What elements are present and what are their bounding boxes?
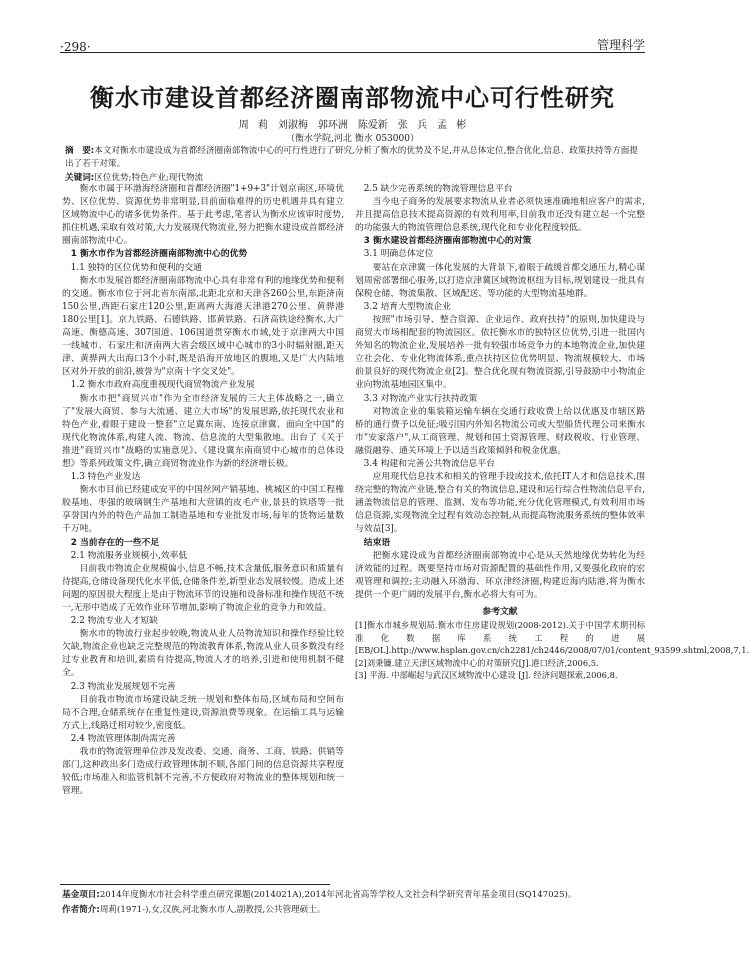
author-bio-text: 周莉(1971-),女,汉族,河北衡水市人,副教授,公共管理硕士。 bbox=[99, 905, 326, 915]
subsection-heading: 2.5 缺少完善系统的物流管理信息平台 bbox=[363, 184, 513, 194]
keywords bbox=[65, 171, 645, 183]
keywords-text: 区位优势;特色产业;现代物流 bbox=[94, 173, 204, 183]
paragraph: 当今电子商务的发展要求物流从业者必须快速准确地相应客户的需求,并且提高信息技术提高资源的有效利用率,目前我市还没有建立起一个完整的功能强大的物流管理信息系统,现代化和专业化程度较低。 bbox=[355, 197, 645, 234]
paragraph: 应用现代信息技术和相关的管理手段或技术,依托IT人才和信息技术,围绕完整的物流产业链,整合有关的物流信息,建设和运行综合性物流信息平台,涵盖物流信息的管理、监测、发布等功能,充分优化管理模式,有效利用市场信息资源,实现物流全过程有效动态控制,从而提高物流服务系统的整体效率与效益[3]。 bbox=[355, 472, 645, 535]
abstract-text: 本文对衡水市建设成为首都经济圈南部物流中心的可行性进行了研究,分析了衡水的优势及不足,并从总体定位,整合优化,信息、政策扶持等方面提出了若干对策。 bbox=[65, 146, 638, 169]
footnote-rule bbox=[60, 884, 330, 885]
subsection-heading: 2.1 物流服务业规模小,效率低 bbox=[70, 550, 188, 561]
paragraph: 按照"市场引导、整合资源、企业运作、政府扶持"的原则,加快建设与商贸大市场相配套的物流园区。依托衡水市的独特区位优势,引进一批国内外知名的物流企业,发展培养一批有较强市场竞争力的本地物流企业,加快建立社会化、专业化物流体系,重点扶持区位优势明显、物流规模较大、市场前景良好的现代物流企业[2]。整合优化现有物流资源,引导鼓励中小物流企业向物流基地园区集中。 bbox=[355, 314, 645, 391]
page-header bbox=[60, 28, 645, 58]
references-title: 参考文献 bbox=[482, 607, 518, 617]
section-heading: 结束语 bbox=[363, 537, 391, 548]
keywords-label: 关键词: bbox=[65, 173, 95, 183]
paragraph: 衡水市把"商贸兴市"作为全市经济发展的三大主体战略之一,确立了"发展大商贸、参与大流通、建立大市场"的发展思路,依托现代农业和特色产业,着眼于建设一整套"立足冀东南、连接京津冀、面向全中国"的现代化物流体系,构建人流、物流、信息流的大型集散地。出台了《关于推进"商贸兴市"战略的实施意见》、《建设冀东南商贸中心城市的总体设想》等系列政策文件,确立商贸物流业作为新的经济增长极。 bbox=[62, 393, 344, 469]
author-bio-label: 作者简介: bbox=[62, 905, 100, 915]
author-footnote bbox=[62, 903, 645, 915]
abstract-label: 摘 要: bbox=[65, 146, 95, 156]
author-list: 周 莉 刘淑梅 郭环洲 陈爱新 张 兵 孟 彬 bbox=[238, 120, 467, 131]
subsection-heading: 2.4 物流管理体制尚需完善 bbox=[70, 733, 176, 744]
subsection-heading: 3.1 明确总体定位 bbox=[363, 249, 434, 260]
subsection-heading: 1.3 特色产业发达 bbox=[70, 472, 141, 483]
fund-footnote bbox=[62, 888, 645, 900]
section-heading: 1 衡水市作为首都经济圈南部物流中心的优势 bbox=[70, 249, 248, 260]
paragraph: 要站在京津冀一体化发展的大背景下,着眼于疏缓首都交通压力,精心谋划周密部署细心服务,以打造京津冀区域物流枢纽为目标,规划建设一批具有保税仓储、物流集散、区域配送、等功能的大型物流基地群。 bbox=[355, 262, 645, 299]
abstract bbox=[65, 145, 645, 171]
subsection-heading: 1.2 衡水市政府高度重视现代商贸物流产业发展 bbox=[70, 380, 255, 391]
reference-item: [3] 平海. 中部崛起与武汉区域物流中心建设 [J]. 经济问题探索,2006,8. bbox=[355, 670, 618, 681]
fund-label: 基金项目: bbox=[62, 890, 100, 900]
affiliation: （衡水学院,河北 衡水 053000） bbox=[286, 134, 419, 144]
paragraph: 把衡水建设成为首都经济圈南部物流中心是从天然地缘优势转化为经济效能的过程。既要坚持市场对资源配置的基础性作用,又要强化政府的宏观管理和调控;主动融入环渤海、环京津经济圈,构建近海内陆港,将为衡水提供一个更广阔的发展平台,衡水必将大有可为。 bbox=[355, 550, 645, 600]
paragraph: 衡水市目前已经建成安平的中国丝网产销基地、桃城区的中国工程橡胶基地、枣强的玻璃钢生产基地和大营镇的皮毛产业,景县的铁塔等一批享誉国内外的特色产品加工制造基地和专业批发市场,每年的货物运量数千万吨。 bbox=[62, 485, 344, 535]
fund-text: 2014年度衡水市社会科学重点研究课题(2014021A),2014年河北省高等学校人文社会科学研究青年基金项目(SQ147025)。 bbox=[99, 890, 577, 900]
page-number: ·298· bbox=[60, 40, 91, 54]
left-column bbox=[62, 183, 344, 798]
reference-item: [2]刘秉镰.建立天津区域物流中心的对策研究[J].港口经济,2006,5. bbox=[355, 657, 599, 668]
journal-name: 管理科学 bbox=[596, 38, 645, 52]
reference-item: [1]衡水市城乡规划局.衡水市住房建设规划(2008-2012).关于中国学术期刊标准化数据库系统工程的进展[EB/OL].http://www.hsplan.gov.cn/ch2281/ch2446/2008/07/01/content_93599.shtml,2008,7,1. bbox=[355, 620, 749, 656]
header-rule bbox=[60, 52, 645, 53]
subsection-heading: 3.3 对物流产业实行扶持政策 bbox=[363, 393, 478, 404]
article-title: 衡水市建设首都经济圈南部物流中心可行性研究 bbox=[90, 83, 615, 112]
subsection-heading: 3.2 培育大型物流企业 bbox=[363, 301, 451, 312]
paragraph: 衡水市属于环渤海经济圈和首都经济圈"1+9+3"计划京南区,环境优势、区位优势、资源优势非常明显,目前面临难得的历史机遇并具有建立区域物流中心的诸多优势条件。基于此考虑,笔者认为衡水应该审时度势,抓住机遇,采取有效对策,大力发展现代物流业,努力把衡水建设成首都经济圈南部物流中心。 bbox=[62, 184, 344, 247]
right-column-body bbox=[355, 183, 645, 602]
subsection-heading: 3.4 构建和完善公共物流信息平台 bbox=[363, 458, 495, 469]
right-column bbox=[355, 183, 749, 682]
section-heading: 3 衡水建设首都经济圈南部物流中心的对策 bbox=[363, 236, 532, 247]
subsection-heading: 2.2 物流专业人才短缺 bbox=[70, 616, 158, 627]
paragraph: 目前我市物流市场建设缺乏统一规划和整体布局,区域布局和空间布局不合理,仓储系统存在重复性建设,资源浪费等现象。在运输工具与运输方式上,线路迁相对较少,密度低。 bbox=[62, 694, 344, 731]
subsection-heading: 2.3 物流业发展规划不完善 bbox=[70, 681, 176, 692]
paragraph: 衡水市的物流行业起步较晚,物流从业人员物流知识和操作经验比较欠缺,物流企业也缺乏完整规范的物流教育体系,物流从业人员多数没有经过专业教育和培训,素质有待提高,物流人才的培养,引进和使用机制不健全。 bbox=[62, 629, 344, 679]
paragraph: 我市的物流管理单位涉及发改委、交通、商务、工商、铁路、供销等部门,这种政出多门造成行政管理体制不顺,各部门间的信息资源共享程度较低;市场准入和监管机制不完善,不方便政府对物流业的整体规划和统一管理。 bbox=[62, 747, 344, 797]
subsection-heading: 1.1 独特的区位优势和便利的交通 bbox=[70, 262, 202, 273]
section-heading: 2 当前存在的一些不足 bbox=[70, 537, 160, 548]
paragraph: 衡水市发展首都经济圈南部物流中心具有非常有利的地缘优势和便利的交通。衡水市位于河北省东南部,北距北京和天津各260公里,东距济南150公里,西距石家庄120公里,距离两大海港天津港270公里、黄骅港180公里[1]。京九铁路、石德铁路、邯黄铁路、石济高铁途经衡水,大广高速、衡德高速、307国道、106国道贯穿衡水市域,处于京津两大中国一线城市、石家庄和济南两大省会级区域中心城市的3小时辐射圈,距天津、黄骅两大出海口3个小时,既是沿海开放地区的腹地,又是广大内陆地区对外开放的前沿,被誉为"京南十字交叉处"。 bbox=[62, 275, 344, 378]
paragraph: 对物流企业的集装箱运输车辆在交通行政收费上给以优惠及市辖区路桥的通行费予以免征;吸引国内外知名物流公司或大型船货代理公司来衡水市"安家落户",从工商管理、规划和国土资源管理、财政税收、行业管理、融资融券、通关环境上予以适当政策倾斜和税金优惠。 bbox=[355, 406, 645, 456]
paragraph: 目前我市物流企业规模偏小,信息不畅,技术含量低,服务意识和质量有待提高,仓储设备现代化水平低,仓储条件差,新型业态发展较慢。造成上述问题的原因很大程度上是由于物流环节的设施和设备标准和操作规范不统一,无形中造成了无效作业环节增加,影响了物流企业的竞争力和效益。 bbox=[62, 563, 344, 613]
reference-list bbox=[355, 619, 749, 682]
